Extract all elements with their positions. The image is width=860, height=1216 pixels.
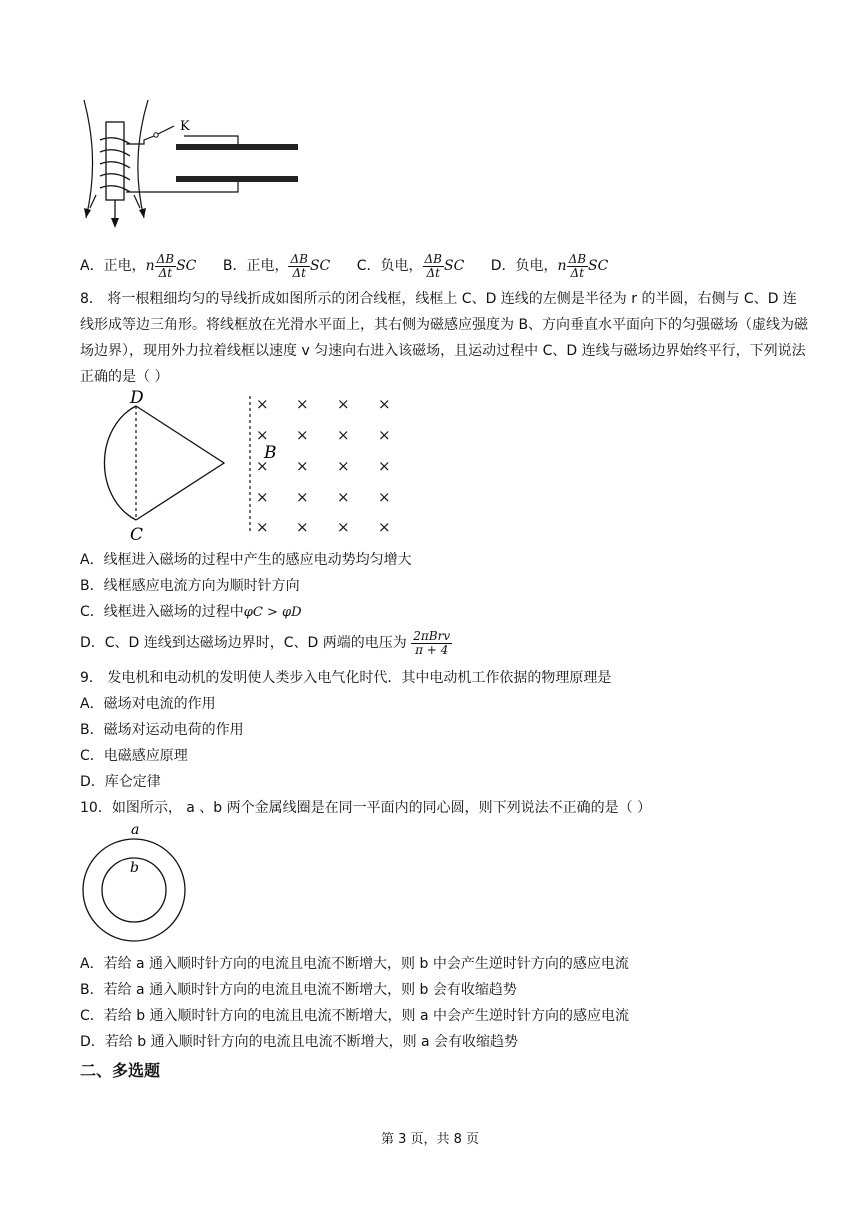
svg-text:×: × (256, 518, 269, 536)
q9-stem: 9． 发电机和电动机的发明使人类步入电气化时代．其中电动机工作依据的物理原理是 (80, 670, 612, 686)
field-line-right (138, 100, 148, 218)
svg-text:×: × (256, 395, 269, 413)
semicircle-loop (104, 406, 136, 520)
svg-text:×: × (337, 518, 350, 536)
field-crosses (256, 395, 391, 536)
q8-option-c[interactable]: C．线框进入磁场的过程中φC > φD (80, 604, 302, 620)
q10-option-b[interactable]: B．若给 a 通入顺时针方向的电流且电流不断增大，则 b 会有收缩趋势 (80, 982, 517, 998)
coil-a (83, 839, 185, 941)
svg-text:×: × (378, 426, 391, 444)
switch-k (158, 126, 174, 134)
q10-option-a[interactable]: A．若给 a 通入顺时针方向的电流且电流不断增大，则 b 中会产生逆时针方向的感应电流 (80, 956, 629, 972)
svg-text:×: × (296, 488, 309, 506)
q9-option-a[interactable]: A．磁场对电流的作用 (80, 696, 216, 712)
q9-option-b[interactable]: B．磁场对运动电荷的作用 (80, 722, 244, 738)
q8-option-a[interactable]: A．线框进入磁场的过程中产生的感应电动势均匀增大 (80, 552, 412, 568)
svg-text:×: × (337, 426, 350, 444)
label-c: C (130, 525, 144, 543)
q9-option-c[interactable]: C．电磁感应原理 (80, 748, 188, 764)
svg-text:×: × (296, 395, 309, 413)
q7-option-b[interactable]: B．正电， $\frac{\Delta B}{\Delta t}$ SC (222, 251, 331, 280)
capacitor-plate-bottom (176, 176, 298, 182)
label-a: a (131, 822, 140, 838)
q8-option-b[interactable]: B．线框感应电流方向为顺时针方向 (80, 578, 300, 594)
q7-options (80, 252, 630, 280)
page-footer: 第 3 页，共 8 页 (380, 1132, 480, 1147)
svg-text:×: × (378, 457, 391, 475)
q8-stem: 8． 将一根粗细均匀的导线折成如图所示的闭合线框，线框上 C、D 连线的左侧是半径为 r 的半圆，右侧与 C、D 连线形成等边三角形。将线框放在光滑水平面上，其右侧为磁感应强度为 B、方向垂直水平面向下的匀强磁场（虚线为磁场边界），现用外力拉着线框以速度 v 匀速向右进入该磁场，且运动过程中 C、D 连线与磁场边界始终平行，下列说法正确的是（ ） (80, 291, 809, 385)
solenoid-core (106, 122, 124, 200)
q10-option-c[interactable]: C．若给 b 通入顺时针方向的电流且电流不断增大，则 a 中会产生逆时针方向的感应电流 (80, 1008, 630, 1024)
label-d: D (130, 388, 144, 408)
q9-option-d[interactable]: D．库仑定律 (80, 774, 161, 790)
svg-text:×: × (337, 488, 350, 506)
capacitor-plate-top (176, 144, 298, 150)
q8-option-d[interactable]: D．C、D 连线到达磁场边界时，C、D 两端的电压为 $\frac{\text{2πBrv}}{\pi + 4}$ (80, 628, 451, 657)
switch-k-label: K (180, 119, 190, 134)
section-title: 二、多选题 (80, 1061, 161, 1080)
svg-text:×: × (296, 426, 309, 444)
label-b: b (130, 860, 139, 876)
svg-text:×: × (337, 457, 350, 475)
triangle-loop (136, 406, 224, 520)
svg-text:×: × (256, 457, 269, 475)
svg-text:×: × (296, 457, 309, 475)
svg-text:×: × (256, 426, 269, 444)
q10-stem: 10．如图所示， a 、b 两个金属线圈是在同一平面内的同心圆，则下列说法不正确的是（ ） (80, 800, 652, 816)
q10-option-d[interactable]: D．若给 b 通入顺时针方向的电流且电流不断增大，则 a 会有收缩趋势 (80, 1034, 519, 1050)
svg-text:×: × (378, 395, 391, 413)
svg-text:×: × (256, 488, 269, 506)
field-line-left (84, 100, 93, 218)
q7-option-c[interactable]: C．负电， $\frac{\Delta B}{\Delta t}$ SC (356, 251, 465, 280)
q7-option-d[interactable]: D．负电，n $\frac{\Delta B}{\Delta t}$ SC (490, 251, 609, 280)
label-b: B (264, 443, 277, 463)
svg-text:×: × (378, 518, 391, 536)
svg-text:×: × (337, 395, 350, 413)
svg-text:×: × (378, 488, 391, 506)
svg-text:×: × (296, 518, 309, 536)
solenoid-capacitor-figure (78, 100, 308, 230)
concentric-coils-figure (80, 822, 190, 947)
q7-option-a[interactable]: A．正电，n $\frac{\Delta B}{\Delta t}$ SC (80, 251, 197, 280)
q8-loop-field-figure (78, 388, 408, 543)
